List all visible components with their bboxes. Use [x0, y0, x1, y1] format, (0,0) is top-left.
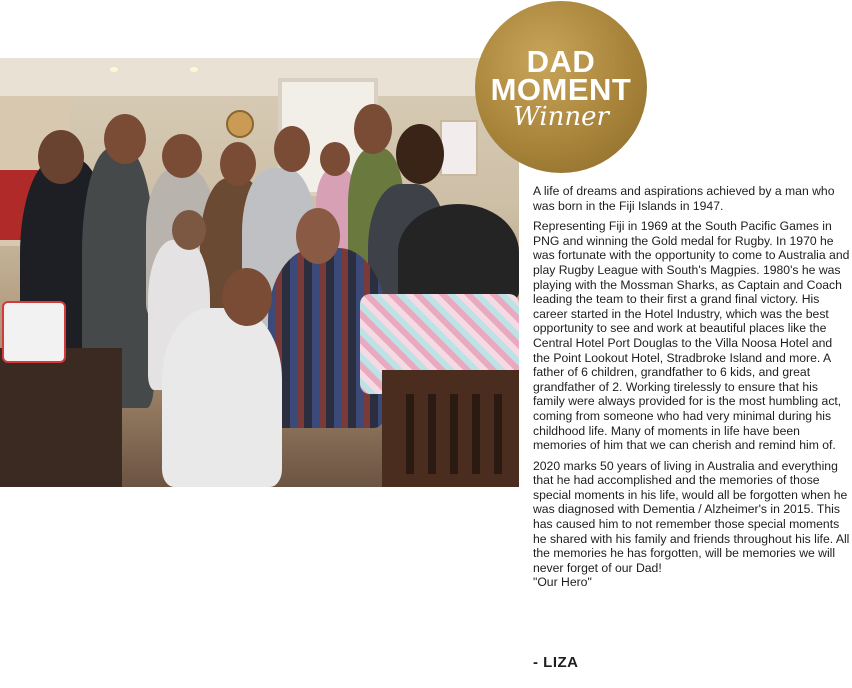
story-paragraph-career: Representing Fiji in 1969 at the South Pacific Games in PNG and winning the Gold medal for Rugby. In 1970 he was fortunate with the opportunity to come to Australia and play Rugby League with South's Magpies. 1980's he was playing with the Mossman Sharks, as Captain and Coach leading the team to their first a grand final victory. His career started in the Hotel Industry, which was the best opportunity to see and work at beautiful places like the Central Hotel Port Douglas to the Villa Noosa Hotel and the Point Lookout Hotel, Stradbroke Island and more. A father of 6 children, grandfather to 6 kids, and great grandfather of 2. Working tirelessly to ensure that his family were always provided for is the most humbling act, coming from someone who had very minimal during his childhood life. Many of moments in life have been memories of him that we can cherish and remind him of. — [533, 219, 850, 453]
baby-carrier — [398, 204, 519, 300]
snack-packet — [2, 301, 66, 363]
wall-clock — [226, 110, 254, 138]
person-head — [220, 142, 256, 186]
person-head — [320, 142, 350, 176]
person-head — [354, 104, 392, 154]
person-head — [274, 126, 310, 172]
kitchen-bench — [0, 348, 122, 487]
person-head — [104, 114, 146, 164]
ceiling-light — [110, 67, 118, 72]
dad-moment-winner-badge — [475, 1, 647, 173]
story-text — [533, 184, 851, 596]
photo-ceiling — [0, 58, 519, 96]
signature: - LIZA — [533, 654, 579, 671]
person-head — [172, 210, 206, 250]
ceiling-light — [190, 67, 198, 72]
story-paragraph-dementia: 2020 marks 50 years of living in Australia and everything that he had accomplished and the memories of those special moments in his life, would all be forgotten when he was diagnosed with Dementia / Alzheimer's in 2015. This has caused him to not remember those special moments he shared with his family and friends throughout his life. All the memories he has forgotten, will be memories we will never forget of our Dad! — [533, 458, 850, 575]
person-head — [38, 130, 84, 184]
person-head — [296, 208, 340, 264]
person-head — [162, 134, 202, 178]
person — [162, 308, 282, 487]
person-head — [396, 124, 444, 184]
story-paragraph-intro: A life of dreams and aspirations achieved by a man who was born in the Fiji Islands in 1947. — [533, 184, 835, 213]
family-photo — [0, 58, 519, 487]
story-quote: "Our Hero" — [533, 575, 592, 590]
badge-subtitle: Winner — [513, 102, 609, 132]
badge-title-line-1: DAD — [526, 44, 596, 79]
picture-frame — [440, 120, 478, 176]
person-head — [222, 268, 272, 326]
badge-title-line-2: MOMENT — [490, 72, 632, 107]
chair-slats — [392, 394, 512, 474]
